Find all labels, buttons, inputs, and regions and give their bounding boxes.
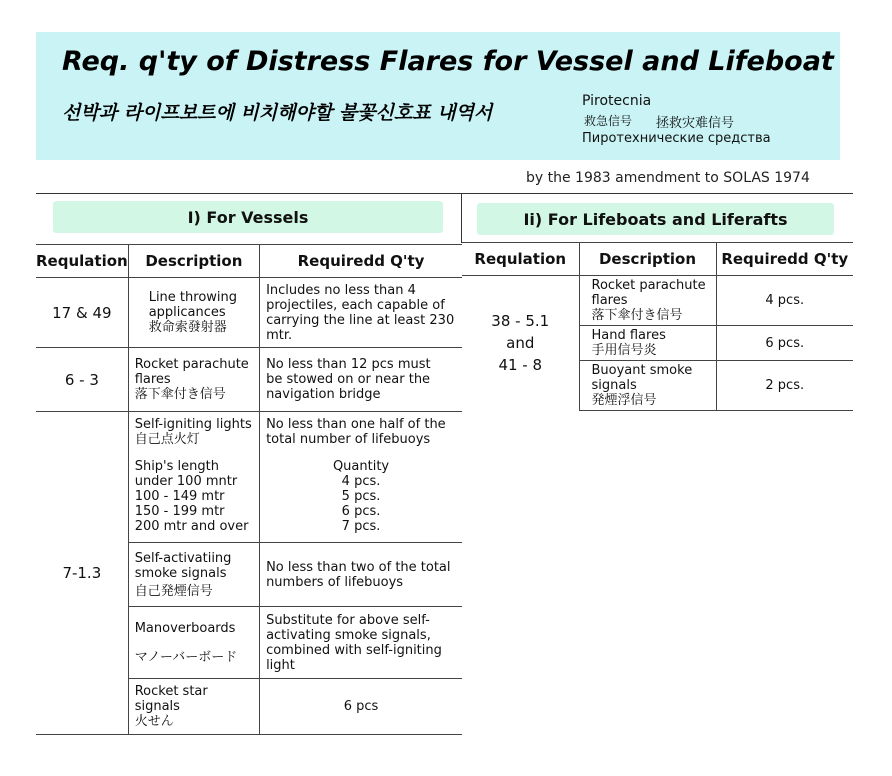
- description-cell: [128, 543, 259, 607]
- table-row: [36, 278, 462, 348]
- label-chinese: 拯救灾难信号: [656, 116, 735, 131]
- qty-cell: [260, 543, 462, 607]
- column-header-qty: Requiredd Q'ty: [716, 243, 853, 276]
- label-pirotecnia: Pirotecnia: [582, 93, 652, 109]
- description-cell: [128, 412, 259, 543]
- description-line: Rocket star: [134, 684, 208, 699]
- table-header-row: [36, 245, 462, 278]
- section-title-vessels: I) For Vessels: [53, 201, 443, 233]
- page-title-korean: 선박과 라이프보트에 비치해야할 불꽃신호표 내역서: [62, 102, 493, 124]
- quantity-line: 6 pcs.: [341, 504, 381, 519]
- table-header-row: [462, 243, 853, 276]
- regulation-line: 38 - 5.1: [491, 312, 550, 331]
- description-cell: [579, 326, 716, 361]
- description-line: 自己点火灯: [134, 432, 200, 447]
- qty-line: No less than one half of the: [266, 417, 446, 432]
- table-row: [36, 412, 462, 543]
- description-line: マノーバーボード: [134, 649, 238, 665]
- description-line: 落下傘付き信号: [591, 308, 683, 323]
- description-line: Rocket parachute: [134, 357, 249, 372]
- description-line: Hand flares: [591, 328, 666, 343]
- qty-cell: [260, 412, 462, 543]
- description-line: 落下傘付き信号: [134, 387, 226, 402]
- regulation-cell: 7-1.3: [36, 412, 128, 735]
- qty-line: projectiles, each capable of: [266, 297, 445, 313]
- regulation-line: 41 - 8: [498, 356, 543, 375]
- page-title: Req. q'ty of Distress Flares for Vessel and Lifeboat: [62, 46, 834, 77]
- description-cell: [128, 348, 259, 412]
- column-header-description: Description: [579, 243, 716, 276]
- regulation-cell: 17 & 49: [36, 278, 128, 348]
- amendment-note: by the 1983 amendment to SOLAS 1974: [526, 170, 810, 186]
- qty-cell: 6 pcs.: [716, 326, 853, 361]
- qty-line: No less than 12 pcs must: [266, 357, 431, 372]
- qty-cell: 4 pcs.: [716, 276, 853, 326]
- qty-line: activating smoke signals,: [266, 627, 431, 643]
- column-header-qty: Requiredd Q'ty: [260, 245, 462, 278]
- description-line: Rocket parachute: [591, 278, 706, 293]
- description-line: smoke signals: [134, 565, 227, 581]
- qty-line: be stowed on or near the: [266, 372, 431, 387]
- quantity-line: 5 pcs.: [341, 489, 381, 504]
- section-title-lifeboats: Ii) For Lifeboats and Liferafts: [477, 203, 834, 235]
- qty-cell: [260, 607, 462, 679]
- description-line: Manoverboards: [134, 620, 236, 636]
- description-line: flares: [591, 293, 628, 308]
- description-line: signals: [134, 699, 180, 714]
- vessels-table: [36, 244, 462, 735]
- length-line: 150 - 199 mtr: [134, 504, 225, 519]
- column-header-description: Description: [128, 245, 259, 278]
- quantity-label: Quantity: [332, 459, 390, 474]
- description-cell: [128, 278, 259, 348]
- description-line: Self-activatiing: [134, 550, 232, 566]
- description-line: signals: [591, 378, 637, 393]
- regulation-line: and: [506, 334, 535, 353]
- label-russian: Пиротехнические средства: [582, 131, 771, 146]
- description-cell: [128, 607, 259, 679]
- regulation-cell: 6 - 3: [36, 348, 128, 412]
- length-line: 200 mtr and over: [134, 519, 249, 534]
- quantity-line: 7 pcs.: [341, 519, 381, 534]
- description-cell: [579, 361, 716, 411]
- column-header-regulation: Requlation: [462, 243, 579, 276]
- qty-line: navigation bridge: [266, 387, 381, 402]
- description-line: 手用信号炎: [591, 343, 657, 358]
- top-rule: [36, 193, 853, 194]
- table-row: [462, 276, 853, 326]
- length-line: 100 - 149 mtr: [134, 489, 225, 504]
- qty-cell: 2 pcs.: [716, 361, 853, 411]
- qty-line: Substitute for above self-: [266, 612, 430, 628]
- qty-cell: [260, 278, 462, 348]
- qty-line: combined with self-igniting: [266, 642, 442, 658]
- quantity-line: 4 pcs.: [341, 474, 381, 489]
- description-cell: [579, 276, 716, 326]
- description-line: flares: [134, 372, 171, 387]
- section-divider: [461, 193, 462, 243]
- description-cell: [128, 679, 259, 735]
- description-line: Line throwing: [148, 290, 238, 305]
- description-line: 火せん: [134, 714, 174, 729]
- description-line: Self-igniting lights: [134, 417, 252, 432]
- qty-line: numbers of lifebuoys: [266, 574, 404, 590]
- qty-line: Includes no less than 4: [266, 282, 416, 298]
- ship-length-label: Ship's length: [134, 459, 219, 474]
- qty-line: mtr.: [266, 327, 293, 343]
- regulation-cell: [462, 276, 579, 411]
- description-line: 救命索發射器: [148, 320, 227, 335]
- lifeboats-table: [462, 242, 853, 411]
- description-line: 自己発煙信号: [134, 583, 213, 599]
- column-header-regulation: Requlation: [36, 245, 128, 278]
- label-japanese: 救急信号: [584, 114, 633, 128]
- qty-line: light: [266, 657, 295, 673]
- qty-line: total number of lifebuoys: [266, 432, 431, 447]
- description-line: 発煙浮信号: [591, 393, 657, 408]
- description-line: applicances: [148, 305, 226, 320]
- description-line: Buoyant smoke: [591, 363, 693, 378]
- qty-line: No less than two of the total: [266, 559, 451, 575]
- qty-cell: 6 pcs: [260, 679, 462, 735]
- qty-cell: [260, 348, 462, 412]
- quantity-list: [266, 459, 456, 534]
- table-row: [36, 348, 462, 412]
- length-line: under 100 mntr: [134, 474, 238, 489]
- qty-line: carrying the line at least 230: [266, 312, 455, 328]
